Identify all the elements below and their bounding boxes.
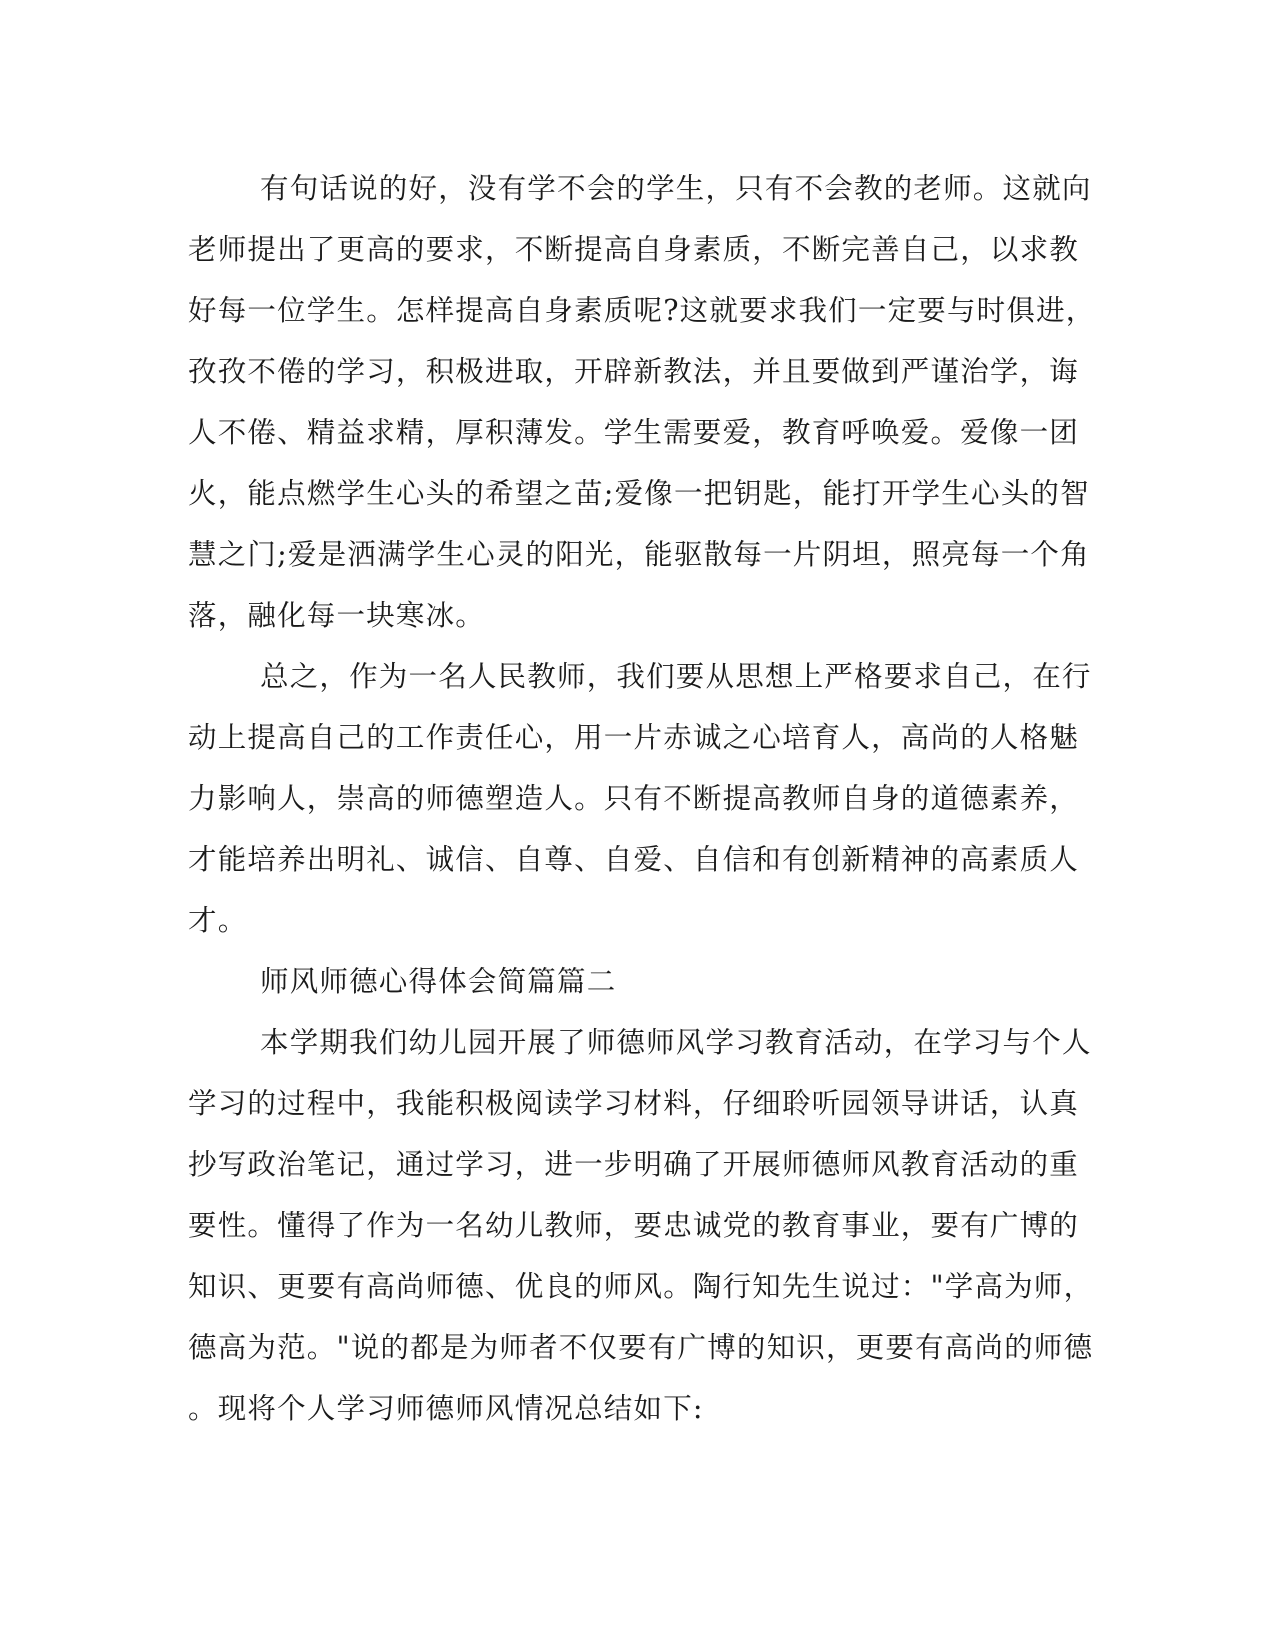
text-line: 力影响人，崇高的师德塑造人。只有不断提高教师自身的道德素养， xyxy=(188,782,1080,815)
text-line: 好每一位学生。怎样提高自身素质呢?这就要求我们一定要与时俱进， xyxy=(188,294,1096,327)
paragraph-3 xyxy=(188,1012,1094,1439)
text-line: 落，融化每一块寒冰。 xyxy=(188,599,486,632)
text-line: 才。 xyxy=(188,904,248,937)
text-line: 慧之门;爱是洒满学生心灵的阳光，能驱散每一片阴坦，照亮每一个角 xyxy=(188,538,1090,571)
text-line: 才能培养出明礼、诚信、自尊、自爱、自信和有创新精神的高素质人 xyxy=(188,843,1080,876)
text-line: 动上提高自己的工作责任心，用一片赤诚之心培育人，高尚的人格魅 xyxy=(188,721,1080,754)
text-line: 人不倦、精益求精，厚积薄发。学生需要爱，教育呼唤爱。爱像一团 xyxy=(188,416,1080,449)
text-line: 德高为范。"说的都是为师者不仅要有广博的知识，更要有高尚的师德 xyxy=(188,1331,1094,1364)
paragraph-2 xyxy=(188,646,1092,951)
text-line: 知识、更要有高尚师德、优良的师风。陶行知先生说过："学高为师， xyxy=(188,1270,1094,1303)
text-line: 老师提出了更高的要求，不断提高自身素质，不断完善自己，以求教 xyxy=(188,233,1080,266)
text-line: 总之，作为一名人民教师，我们要从思想上严格要求自己，在行 xyxy=(260,660,1092,693)
text-line: 孜孜不倦的学习，积极进取，开辟新教法，并且要做到严谨治学，诲 xyxy=(188,355,1080,388)
text-line: 要性。懂得了作为一名幼儿教师，要忠诚党的教育事业，要有广博的 xyxy=(188,1209,1080,1242)
section-heading-text: 师风师德心得体会简篇篇二 xyxy=(260,965,617,998)
document-body xyxy=(188,158,1096,1439)
paragraph-1 xyxy=(188,158,1096,646)
text-line: 抄写政治笔记，通过学习，进一步明确了开展师德师风教育活动的重 xyxy=(188,1148,1080,1181)
section-heading xyxy=(188,951,1068,1012)
text-line: 。现将个人学习师德师风情况总结如下: xyxy=(188,1392,704,1425)
text-line: 火，能点燃学生心头的希望之苗;爱像一把钥匙，能打开学生心头的智 xyxy=(188,477,1090,510)
text-line: 本学期我们幼儿园开展了师德师风学习教育活动，在学习与个人 xyxy=(260,1026,1092,1059)
text-line: 学习的过程中，我能积极阅读学习材料，仔细聆听园领导讲话，认真 xyxy=(188,1087,1080,1120)
text-line: 有句话说的好，没有学不会的学生，只有不会教的老师。这就向 xyxy=(260,172,1092,205)
